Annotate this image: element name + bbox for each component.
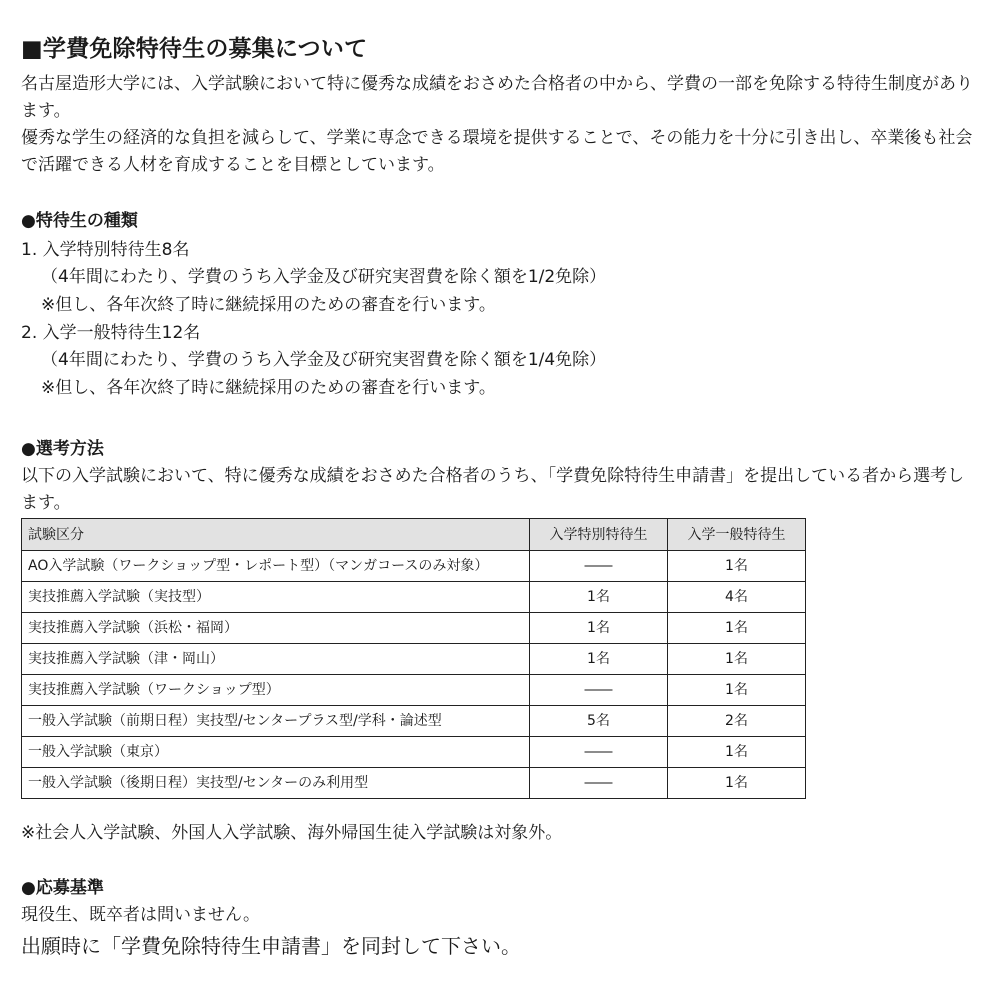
type-2-label: 2. 入学一般特待生12名 [21,323,201,343]
general-count-cell: 1名 [668,644,806,675]
general-count-cell: 4名 [668,582,806,613]
type-1-note: ※但し、各年次終了時に継続採用のための審査を行います。 [41,295,496,315]
criteria-line-1: 現役生、既卒者は問いません。 [21,905,261,925]
special-count-cell: ―― [530,768,668,799]
general-count-cell: 1名 [668,613,806,644]
table-row [22,675,806,706]
special-count-cell: ―― [530,675,668,706]
intro-paragraph-1: 名古屋造形大学には、入学試験において特に優秀な成績をおさめた合格者の中から、学費の一部を免除する特待生制度があります。 [21,74,973,121]
exam-name-cell: 実技推薦入学試験（ワークショップ型） [22,675,530,706]
table-header-row [22,519,806,551]
exam-name-cell: 一般入学試験（東京） [22,737,530,768]
table-row [22,582,806,613]
type-2-note: ※但し、各年次終了時に継続採用のための審査を行います。 [41,378,496,398]
type-2-detail: （4年間にわたり、学費のうち入学金及び研究実習費を除く額を1/4免除） [41,350,607,370]
exam-name-cell: 実技推薦入学試験（津・岡山） [22,644,530,675]
criteria-line-2: 出願時に「学費免除特待生申請書」を同封して下さい。 [21,934,521,958]
exam-table [21,518,806,799]
selection-heading: ●選考方法 [21,439,104,459]
general-count-cell: 1名 [668,675,806,706]
type-1-label: 1. 入学特別特待生8名 [21,240,190,260]
exam-name-cell: 一般入学試験（後期日程）実技型/センターのみ利用型 [22,768,530,799]
table-row [22,706,806,737]
special-count-cell: 1名 [530,582,668,613]
header-general-scholar: 入学一般特待生 [668,519,806,551]
header-special-scholar: 入学特別特待生 [530,519,668,551]
type-1-detail: （4年間にわたり、学費のうち入学金及び研究実習費を除く額を1/2免除） [41,267,607,287]
criteria-heading: ●応募基準 [21,878,104,898]
special-count-cell: ―― [530,737,668,768]
exam-name-cell: 実技推薦入学試験（浜松・福岡） [22,613,530,644]
special-count-cell: 1名 [530,644,668,675]
special-count-cell: 1名 [530,613,668,644]
page-title: ■学費免除特待生の募集について [21,36,368,62]
table-row [22,644,806,675]
special-count-cell: 5名 [530,706,668,737]
special-count-cell: ―― [530,551,668,582]
exam-name-cell: 一般入学試験（前期日程）実技型/センタープラス型/学科・論述型 [22,706,530,737]
general-count-cell: 1名 [668,768,806,799]
intro-paragraph-2: 優秀な学生の経済的な負担を減らして、学業に専念できる環境を提供することで、その能力を十分に引き出し、卒業後も社会で活躍できる人材を育成することを目標としています。 [21,128,973,175]
general-count-cell: 1名 [668,737,806,768]
table-row [22,613,806,644]
exam-name-cell: 実技推薦入学試験（実技型） [22,582,530,613]
general-count-cell: 1名 [668,551,806,582]
table-row [22,551,806,582]
header-exam-category: 試験区分 [22,519,530,551]
general-count-cell: 2名 [668,706,806,737]
exam-name-cell: AO入学試験（ワークショップ型・レポート型）（マンガコースのみ対象） [22,551,530,582]
selection-text: 以下の入学試験において、特に優秀な成績をおさめた合格者のうち、「学費免除特待生申請書」を提出している者から選考します。 [21,466,965,513]
selection-note: ※社会人入学試験、外国人入学試験、海外帰国生徒入学試験は対象外。 [21,823,563,843]
types-heading: ●特待生の種類 [21,211,138,231]
table-row [22,768,806,799]
table-row [22,737,806,768]
